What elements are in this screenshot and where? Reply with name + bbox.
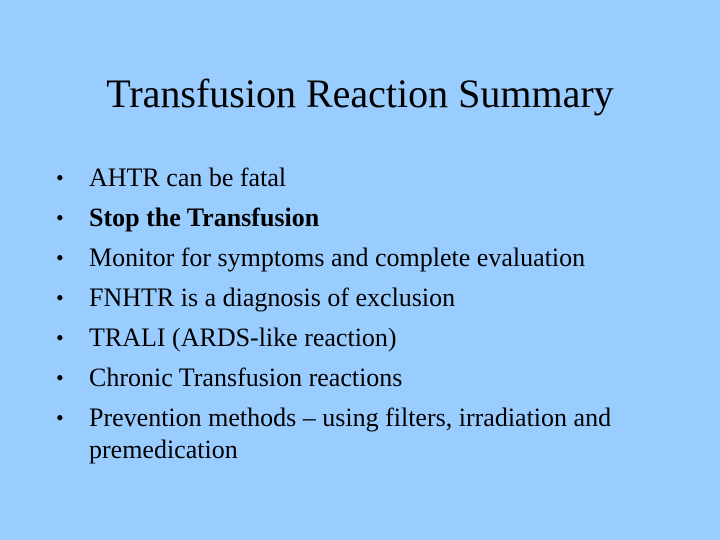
- bullet-item-trali: [56, 322, 676, 354]
- bullet-item-prevention: [56, 402, 676, 466]
- bullet-list: [56, 162, 676, 474]
- bullet-text: Chronic Transfusion reactions: [89, 363, 403, 392]
- bullet-icon: •: [56, 245, 64, 270]
- bullet-text: TRALI (ARDS-like reaction): [89, 323, 397, 352]
- bullet-icon: •: [56, 405, 64, 430]
- bullet-text: AHTR can be fatal: [89, 163, 287, 192]
- bullet-item-chronic: [56, 362, 676, 394]
- bullet-item-ahtr: [56, 162, 676, 194]
- bullet-item-fnhtr: [56, 282, 676, 314]
- bullet-item-monitor: [56, 242, 676, 274]
- bullet-icon: •: [56, 205, 64, 230]
- bullet-icon: •: [56, 285, 64, 310]
- bullet-text: Monitor for symptoms and complete evaluation: [89, 243, 586, 272]
- bullet-text: Stop the Transfusion: [89, 203, 320, 232]
- bullet-text: FNHTR is a diagnosis of exclusion: [89, 283, 456, 312]
- bullet-icon: •: [56, 325, 64, 350]
- bullet-item-stop-transfusion: [56, 202, 676, 234]
- bullet-icon: •: [56, 165, 64, 190]
- bullet-text: Prevention methods – using filters, irradiation and premedication: [89, 403, 612, 464]
- bullet-icon: •: [56, 365, 64, 390]
- slide-title: Transfusion Reaction Summary: [106, 71, 614, 116]
